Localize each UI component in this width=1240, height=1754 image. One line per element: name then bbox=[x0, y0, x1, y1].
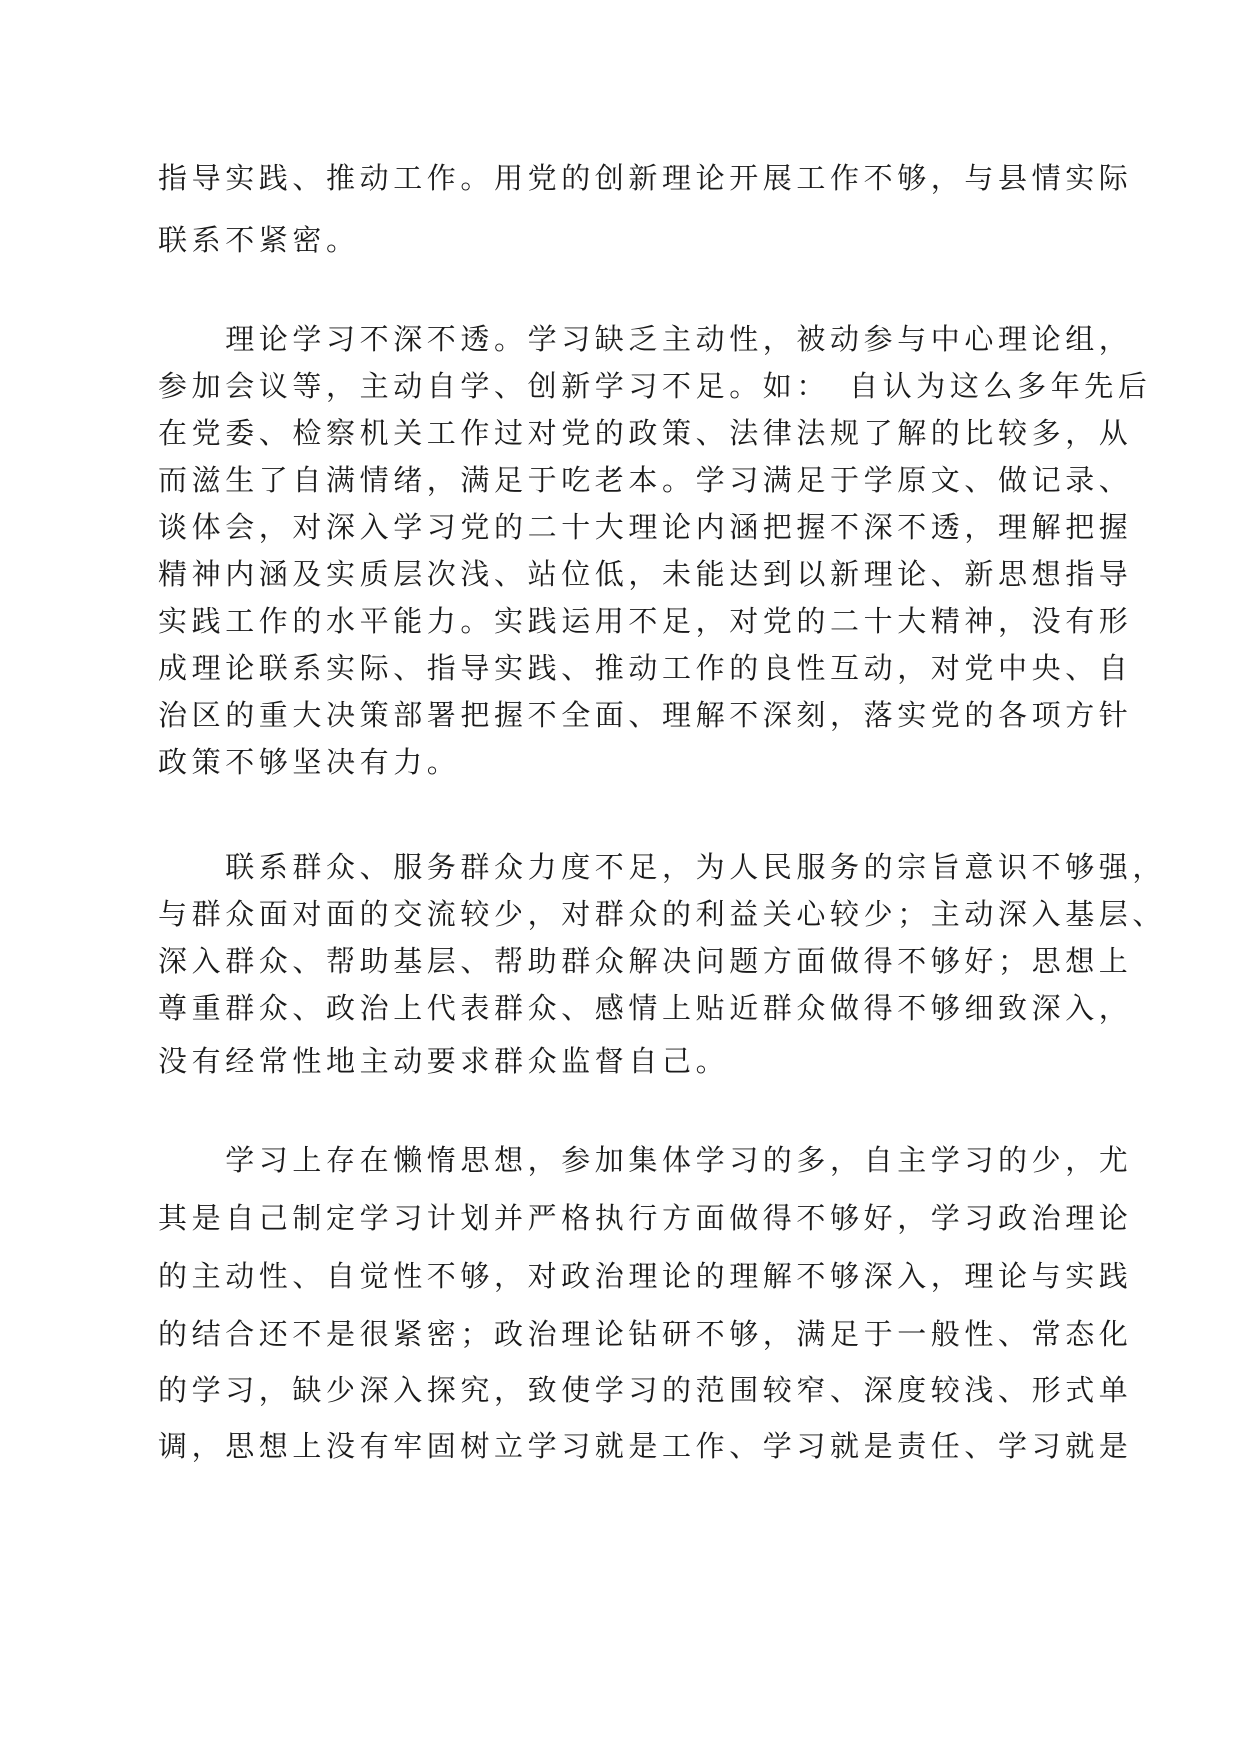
text-line: 指导实践、推动工作。用党的创新理论开展工作不够，与县情实际 bbox=[158, 161, 1133, 195]
text-line: 实践工作的水平能力。实践运用不足，对党的二十大精神，没有形 bbox=[158, 604, 1133, 638]
text-line: 联系不紧密。 bbox=[158, 223, 360, 257]
text-line: 而滋生了自满情绪，满足于吃老本。学习满足于学原文、做记录、 bbox=[158, 463, 1133, 497]
text-line: 在党委、检察机关工作过对党的政策、法律法规了解的比较多，从 bbox=[158, 416, 1133, 450]
text-line: 理论学习不深不透。学习缺乏主动性，被动参与中心理论组， bbox=[158, 322, 1133, 356]
text-line: 没有经常性地主动要求群众监督自己。 bbox=[158, 1044, 730, 1078]
text-line: 联系群众、服务群众力度不足，为人民服务的宗旨意识不够强， bbox=[158, 850, 1167, 884]
text-line: 政策不够坚决有力。 bbox=[158, 745, 461, 779]
text-line: 精神内涵及实质层次浅、站位低，未能达到以新理论、新思想指导 bbox=[158, 557, 1133, 591]
text-line: 调，思想上没有牢固树立学习就是工作、学习就是责任、学习就是 bbox=[158, 1429, 1133, 1463]
text-line: 学习上存在懒惰思想，参加集体学习的多，自主学习的少，尤 bbox=[158, 1143, 1133, 1177]
text-line: 的结合还不是很紧密；政治理论钻研不够，满足于一般性、常态化 bbox=[158, 1317, 1133, 1351]
text-line: 治区的重大决策部署把握不全面、理解不深刻，落实党的各项方针 bbox=[158, 698, 1133, 732]
text-line: 成理论联系实际、指导实践、推动工作的良性互动，对党中央、自 bbox=[158, 651, 1133, 685]
text-line: 的学习，缺少深入探究，致使学习的范围较窄、深度较浅、形式单 bbox=[158, 1373, 1133, 1407]
text-line: 尊重群众、政治上代表群众、感情上贴近群众做得不够细致深入， bbox=[158, 991, 1133, 1025]
text-line: 与群众面对面的交流较少，对群众的利益关心较少；主动深入基层、 bbox=[158, 897, 1167, 931]
text-line: 的主动性、自觉性不够，对政治理论的理解不够深入，理论与实践 bbox=[158, 1259, 1133, 1293]
text-line: 其是自己制定学习计划并严格执行方面做得不够好，学习政治理论 bbox=[158, 1201, 1133, 1235]
text-line: 谈体会，对深入学习党的二十大理论内涵把握不深不透，理解把握 bbox=[158, 510, 1133, 544]
text-line: 深入群众、帮助基层、帮助群众解决问题方面做得不够好；思想上 bbox=[158, 944, 1133, 978]
text-line: 参加会议等，主动自学、创新学习不足。如： 自认为这么多年先后 bbox=[158, 369, 1152, 403]
